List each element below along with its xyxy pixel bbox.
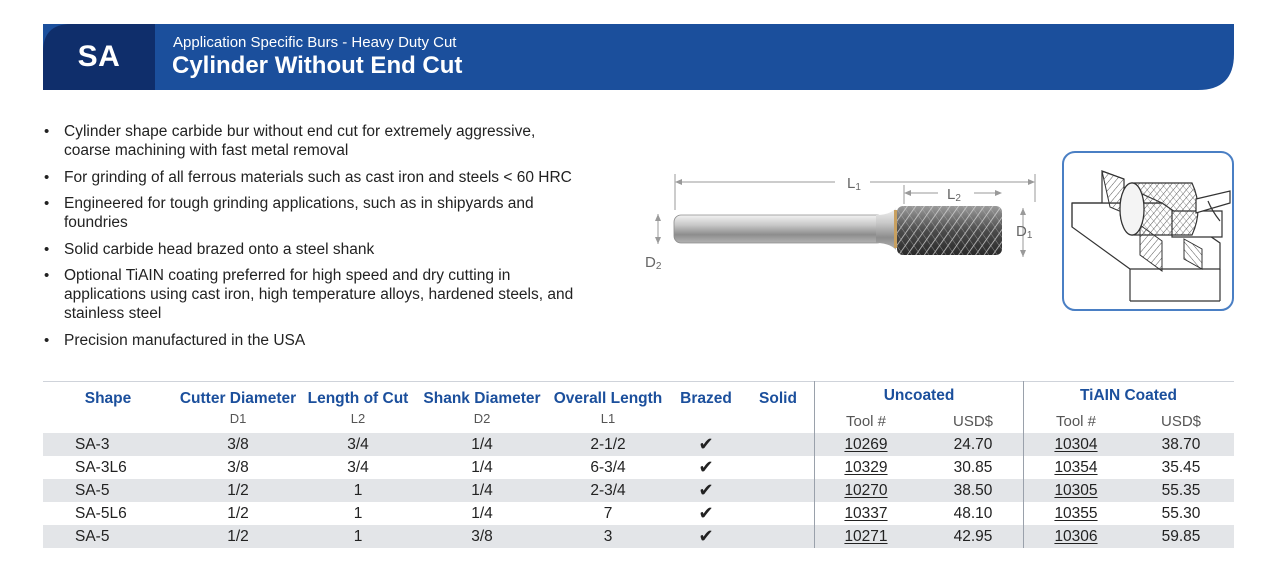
col-overall-length-symbol: L1 — [600, 411, 616, 426]
table-row — [43, 433, 1234, 456]
cell-overall-length: 2-1/2 — [590, 436, 626, 453]
feature-item: • Precision manufactured in the USA — [44, 331, 644, 350]
table-row — [43, 502, 1234, 525]
cell-shank-diameter: 1/4 — [471, 482, 493, 499]
bur-dimension-diagram — [640, 160, 1050, 280]
col-shape: Shape — [84, 390, 132, 407]
label-l2: L2 — [947, 186, 961, 204]
feature-item: • For grinding of all ferrous materials such as cast iron and steels < 60 HRC — [44, 168, 644, 187]
table-row — [43, 479, 1234, 502]
cell-uncoated-tool: 10271 — [844, 528, 888, 545]
cell-length-of-cut: 1 — [353, 505, 363, 522]
col-cutter-diameter-symbol: D1 — [229, 411, 247, 426]
series-badge: SA — [77, 40, 121, 73]
cell-shape: SA-5 — [75, 528, 110, 545]
label-l1: L1 — [847, 175, 861, 193]
cell-overall-length: 2-3/4 — [590, 482, 626, 499]
col-uncoated-tool: Tool # — [845, 413, 887, 430]
cell-cutter-diameter: 3/8 — [227, 459, 249, 476]
col-brazed: Brazed — [680, 390, 732, 407]
feature-item: • Solid carbide head brazed onto a steel shank — [44, 240, 644, 259]
cell-tiain-tool: 10355 — [1054, 505, 1098, 522]
application-illustration — [1062, 151, 1234, 311]
cell-uncoated-tool: 10269 — [844, 436, 888, 453]
cell-uncoated-usd: 24.70 — [953, 436, 993, 453]
col-length-of-cut-symbol: L2 — [350, 411, 366, 426]
col-uncoated-usd: USD$ — [952, 413, 993, 430]
table-row — [43, 525, 1234, 548]
col-tiain-coated: TiAIN Coated — [1079, 387, 1178, 404]
banner-subtitle: Application Specific Burs - Heavy Duty Cut — [173, 34, 457, 51]
table-body — [43, 433, 1234, 548]
cell-shape: SA-5L6 — [75, 505, 127, 522]
brazed-check-icon: ✔ — [698, 503, 714, 523]
col-tiain-usd: USD$ — [1160, 413, 1201, 430]
cell-cutter-diameter: 1/2 — [227, 482, 249, 499]
cell-cutter-diameter: 1/2 — [227, 505, 249, 522]
brazed-check-icon: ✔ — [698, 434, 714, 454]
cell-tiain-usd: 55.35 — [1161, 482, 1201, 499]
product-banner — [43, 24, 1234, 90]
feature-item: • Engineered for tough grinding applications, such as in shipyards and foundries — [44, 194, 544, 232]
cell-tiain-tool: 10354 — [1054, 459, 1098, 476]
brazed-check-icon: ✔ — [698, 480, 714, 500]
cell-length-of-cut: 3/4 — [347, 436, 369, 453]
cell-overall-length: 3 — [603, 528, 613, 545]
feature-item: • Optional TiAIN coating preferred for high speed and dry cutting in applications using cast iron, high temperature alloys, hardened steels, and stainless steel — [44, 266, 574, 323]
cell-shape: SA-3 — [75, 436, 110, 453]
col-cutter-diameter: Cutter Diameter — [179, 390, 297, 407]
col-tiain-tool: Tool # — [1055, 413, 1097, 430]
cell-uncoated-usd: 48.10 — [953, 505, 993, 522]
brazed-check-icon: ✔ — [698, 526, 714, 546]
cell-tiain-tool: 10305 — [1054, 482, 1098, 499]
page-title: Cylinder Without End Cut — [172, 52, 463, 79]
label-d2: D2 — [645, 254, 662, 272]
col-shank-diameter: Shank Diameter — [423, 390, 541, 407]
cell-cutter-diameter: 3/8 — [227, 436, 249, 453]
cell-length-of-cut: 1 — [353, 528, 363, 545]
col-overall-length: Overall Length — [553, 390, 663, 407]
col-length-of-cut: Length of Cut — [307, 390, 409, 407]
cell-cutter-diameter: 1/2 — [227, 528, 249, 545]
product-table — [43, 381, 1234, 548]
cell-overall-length: 7 — [603, 505, 613, 522]
cell-tiain-tool: 10306 — [1054, 528, 1098, 545]
cell-tiain-usd: 35.45 — [1161, 459, 1201, 476]
table-row — [43, 456, 1234, 479]
cell-length-of-cut: 1 — [353, 482, 363, 499]
cell-tiain-tool: 10304 — [1054, 436, 1098, 453]
cell-tiain-usd: 38.70 — [1161, 436, 1201, 453]
col-solid: Solid — [759, 390, 797, 407]
cell-uncoated-usd: 38.50 — [953, 482, 993, 499]
cell-shank-diameter: 1/4 — [471, 505, 493, 522]
cell-shape: SA-3L6 — [75, 459, 127, 476]
brazed-check-icon: ✔ — [698, 457, 714, 477]
table-header — [43, 381, 1234, 433]
cell-shank-diameter: 3/8 — [471, 528, 493, 545]
column-divider — [814, 381, 815, 548]
cell-length-of-cut: 3/4 — [347, 459, 369, 476]
cell-tiain-usd: 55.30 — [1161, 505, 1201, 522]
cell-uncoated-usd: 42.95 — [953, 528, 993, 545]
column-divider — [1023, 381, 1024, 548]
cell-uncoated-usd: 30.85 — [953, 459, 993, 476]
feature-item: • Cylinder shape carbide bur without end cut for extremely aggressive, coarse machining with fast metal removal — [44, 122, 584, 160]
label-d1: D1 — [1016, 223, 1033, 241]
cell-shank-diameter: 1/4 — [471, 436, 493, 453]
cell-uncoated-tool: 10270 — [844, 482, 888, 499]
col-uncoated: Uncoated — [883, 387, 955, 404]
feature-list — [44, 122, 644, 357]
cell-uncoated-tool: 10329 — [844, 459, 888, 476]
cell-shank-diameter: 1/4 — [471, 459, 493, 476]
cell-tiain-usd: 59.85 — [1161, 528, 1201, 545]
cell-uncoated-tool: 10337 — [844, 505, 888, 522]
cell-overall-length: 6-3/4 — [590, 459, 626, 476]
cell-shape: SA-5 — [75, 482, 110, 499]
col-shank-diameter-symbol: D2 — [473, 411, 491, 426]
